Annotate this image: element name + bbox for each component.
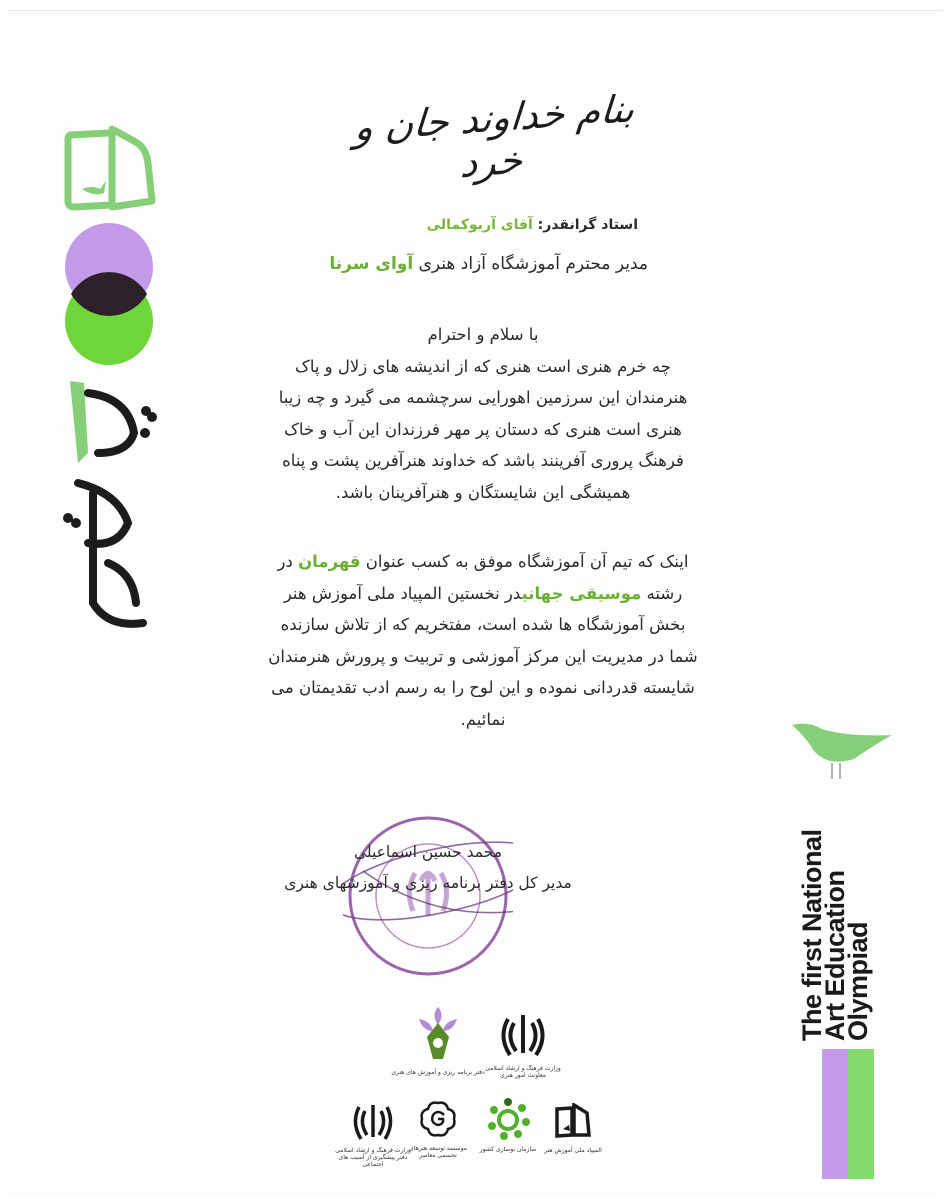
- logo-caption: المپیاد ملی آموزش هنر: [544, 1147, 602, 1154]
- renovation-org-logo: [473, 1096, 543, 1153]
- text-segment: اینک که تیم آن آموزشگاه موفق به کسب عنوان: [360, 552, 689, 571]
- recipient-line: [248, 254, 648, 274]
- social-harm-office-logo: [333, 1101, 413, 1168]
- art-office-logo: [388, 1003, 488, 1076]
- recipient-prefix: مدیر محترم آموزشگاه آزاد هنری: [418, 254, 648, 274]
- signatory-title: مدیر کل دفتر برنامه ریزی و آموزشهای هنری: [284, 874, 572, 892]
- green-bar: [848, 1049, 874, 1179]
- text-segment: رشته: [641, 583, 683, 603]
- logo-caption: موسسه توسعه هنرهای تجسمی معاصر: [409, 1145, 467, 1159]
- paragraph-greeting: [238, 319, 728, 508]
- text-segment: در: [277, 552, 299, 571]
- green-circle-people-icon: [486, 1096, 530, 1140]
- salutation: [388, 217, 638, 233]
- color-bars: [822, 1049, 874, 1179]
- signatory-name: محمد حسین اسماعیلی: [353, 843, 503, 861]
- title-line: The first National: [797, 829, 827, 1041]
- paragraph-line: [238, 546, 728, 578]
- certificate-page: [8, 10, 943, 1196]
- olympiad-calligraphy-logo: [48, 373, 168, 643]
- english-olympiad-title: [797, 829, 873, 1041]
- paragraph-line: فرهنگ پروری آفرینند باشد که خداوند هنرآفرین پشت و پناه: [282, 451, 684, 470]
- basmala-text: بنام خداوند جان و خرد: [353, 86, 636, 187]
- basmala-calligraphy: [348, 86, 638, 187]
- title-line: Art Education: [820, 870, 850, 1041]
- overlapping-circles-icon: [63, 221, 155, 367]
- recipient-name: آقای آریوکمالی: [426, 217, 533, 233]
- logo-caption: دفتر برنامه ریزی و آموزش های هنری: [391, 1069, 485, 1076]
- bird-icon: [788, 719, 898, 779]
- paragraph-line: هنرمندان این سرزمین اهورایی سرچشمه می گیرد و چه زیبا: [278, 388, 688, 407]
- paragraph-line: نمائیم.: [460, 709, 506, 729]
- olympiad-book-icon: [553, 1103, 593, 1141]
- paragraph-line: هنری است هنری که دستان پر مهر فرزندان این آب و خاک: [284, 419, 682, 439]
- school-name: آوای سرنا: [329, 254, 414, 274]
- logo-caption: وزارت فرهنگ و ارشاد اسلامی معاونت امور هنری: [485, 1065, 561, 1079]
- salutation-label: استاد گرانقدر:: [537, 217, 638, 233]
- signature-block: [238, 837, 618, 899]
- purple-bar: [822, 1049, 848, 1179]
- iran-emblem-icon: [498, 1009, 548, 1059]
- highlight-champion: قهرمان: [298, 552, 361, 571]
- visual-arts-institute-logo: [403, 1099, 473, 1159]
- olympiad-book-icon: [60, 123, 160, 223]
- paragraph-award: [238, 546, 728, 735]
- greeting: با سلام و احترام: [427, 325, 539, 344]
- title-line: Olympiad: [843, 921, 873, 1041]
- logo-caption: وزارت فرهنگ و ارشاد اسلامی دفتر پیشگیری از آسیب های اجتماعی: [335, 1147, 411, 1168]
- paragraph-line: [238, 578, 728, 610]
- paragraph-line: شما در مدیریت این مرکز آموزشی و تربیت و پرورش هنرمندان: [268, 646, 698, 666]
- paragraph-line: شایسته قدردانی نموده و این لوح را به رسم ادب تقدیمتان می: [271, 678, 695, 697]
- paragraph-line: همیشگی این شایستگان و هنرآفرینان باشد.: [335, 482, 631, 502]
- text-segment: در نخستین المپیاد ملی آموزش هنر: [283, 583, 522, 603]
- paragraph-line: بخش آموزشگاه ها شده است، مفتخریم که از تلاش سازنده: [280, 615, 686, 634]
- ministry-logo: [478, 1009, 568, 1079]
- logo-caption: سازمان نوسازی کشور: [479, 1146, 537, 1153]
- highlight-discipline: موسیقی جهانی: [521, 583, 642, 603]
- flower-g-icon: [418, 1099, 458, 1139]
- paragraph-line: چه خرم هنری است هنری که از اندیشه های زلال و پاک: [295, 356, 671, 376]
- art-education-office-icon: [413, 1003, 463, 1063]
- iran-emblem-icon: [351, 1101, 395, 1141]
- olympiad-footer-logo: [543, 1103, 603, 1154]
